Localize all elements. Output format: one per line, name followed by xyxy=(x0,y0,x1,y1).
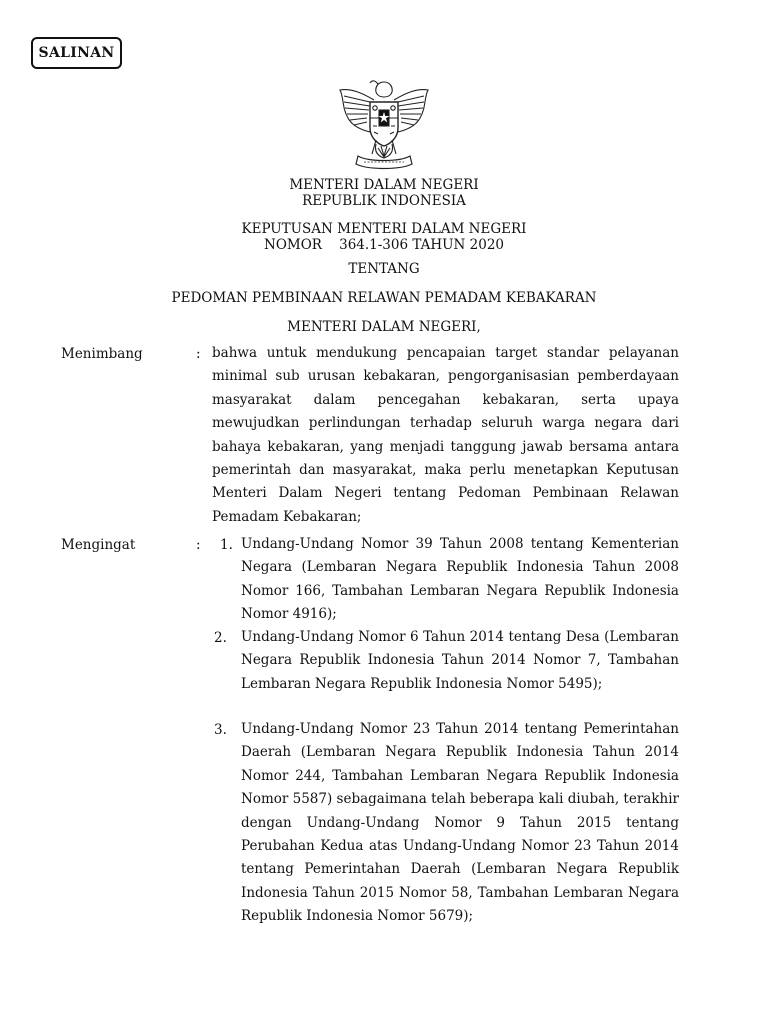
salinan-stamp: SALINAN xyxy=(31,37,122,69)
decree-title: KEPUTUSAN MENTERI DALAM NEGERI xyxy=(241,221,527,237)
mengingat-item-text: Undang-Undang Nomor 39 Tahun 2008 tentang Kementerian Negara (Lembaran Negara Republik Indonesia Tahun 2008 Nomor 166, Tambahan Lembaran Negara Republik Indonesia Nomor 4916); xyxy=(241,536,679,623)
garuda-emblem-icon xyxy=(334,78,434,174)
header-line-republic: REPUBLIK INDONESIA xyxy=(302,193,466,209)
mengingat-item-number: 1. xyxy=(220,537,233,553)
header-line-minister: MENTERI DALAM NEGERI xyxy=(289,177,479,193)
menimbang-colon: : xyxy=(196,346,201,362)
decree-subject: PEDOMAN PEMBINAAN RELAWAN PEMADAM KEBAKARAN xyxy=(171,290,597,306)
mengingat-item-number: 3. xyxy=(214,722,227,738)
mengingat-item-text: Undang-Undang Nomor 6 Tahun 2014 tentang Desa (Lembaran Negara Republik Indonesia Tahun 2014 Nomor 7, Tambahan Lembaran Negara Republik Indonesia Nomor 5495); xyxy=(241,629,679,692)
tentang-heading: TENTANG xyxy=(348,261,420,277)
mengingat-item-text: Undang-Undang Nomor 23 Tahun 2014 tentang Pemerintahan Daerah (Lembaran Negara Republik Indonesia Tahun 2014 Nomor 244, Tambahan Lembaran Negara Republik Indonesia Nomor 5587) sebagaimana telah beberapa kali diubah, terakhir dengan Undang-Undang Nomor 9 Tahun 2015 tentang Perubahan Kedua atas Undang-Undang Nomor 23 Tahun 2014 tentang Pemerintahan Daerah (Lembaran Negara Republik Indonesia Tahun 2015 Nomor 58, Tambahan Lembaran Negara Republik Indonesia Nomor 5679); xyxy=(241,721,679,925)
menimbang-label: Menimbang xyxy=(61,346,143,362)
issuer-line: MENTERI DALAM NEGERI, xyxy=(287,319,481,335)
mengingat-colon: : xyxy=(196,537,201,553)
menimbang-text: bahwa untuk mendukung pencapaian target standar pelayanan minimal sub urusan kebakaran, pengorganisasian pemberdayaan masyarakat dalam pencegahan kebakaran, serta upaya mewujudkan perlindungan terhadap seluruh warga negara dari bahaya kebakaran, yang menjadi tanggung jawab bersama antara pemerintah dan masyarakat, maka perlu menetapkan Keputusan Menteri Dalam Negeri tentang Pedoman Pembinaan Relawan Pemadam Kebakaran; xyxy=(212,345,679,525)
mengingat-item-number: 2. xyxy=(214,630,227,646)
mengingat-label: Mengingat xyxy=(61,537,136,553)
decree-number: NOMOR 364.1-306 TAHUN 2020 xyxy=(264,237,504,253)
